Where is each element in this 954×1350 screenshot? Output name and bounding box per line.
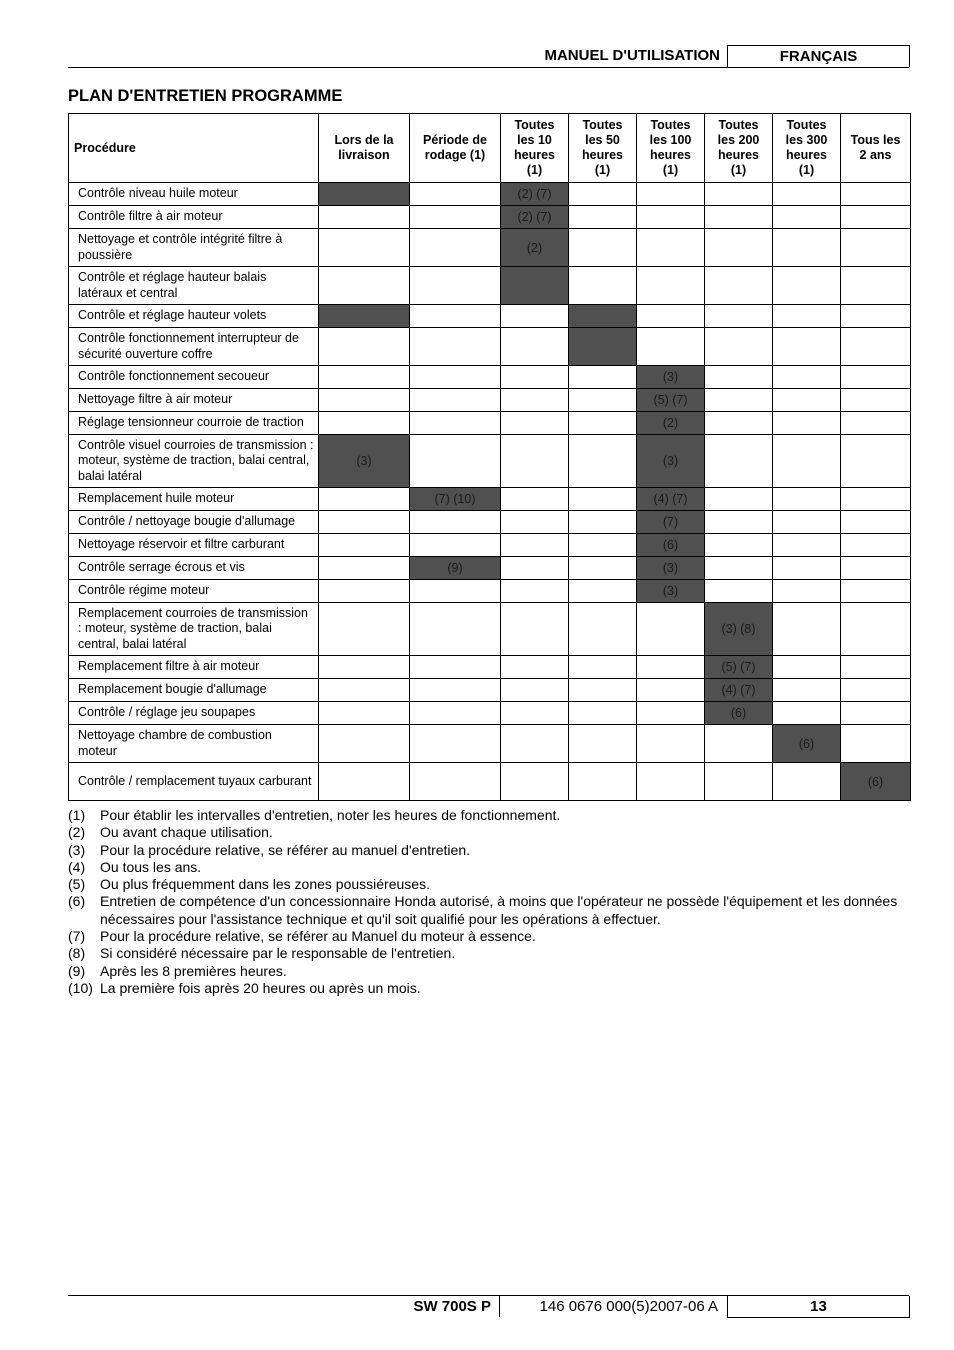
empty-cell xyxy=(501,412,569,435)
empty-cell xyxy=(319,534,410,557)
empty-cell xyxy=(569,229,637,267)
table-row xyxy=(69,229,911,267)
footnotes xyxy=(68,807,910,997)
empty-cell xyxy=(410,656,501,679)
table-row xyxy=(69,183,911,206)
section-title: PLAN D'ENTRETIEN PROGRAMME xyxy=(68,87,343,105)
footnote-item xyxy=(68,980,910,997)
empty-cell xyxy=(410,183,501,206)
empty-cell xyxy=(569,679,637,702)
empty-cell xyxy=(637,702,705,725)
empty-cell xyxy=(773,679,841,702)
empty-cell xyxy=(569,702,637,725)
scheduled-cell: (9) xyxy=(410,557,501,580)
footnote-item xyxy=(68,876,910,893)
empty-cell xyxy=(319,656,410,679)
empty-cell xyxy=(705,511,773,534)
empty-cell xyxy=(841,725,911,763)
procedure-cell: Contrôle fonctionnement interrupteur de sécurité ouverture coffre xyxy=(69,328,319,366)
empty-cell xyxy=(841,580,911,603)
empty-cell xyxy=(569,534,637,557)
empty-cell xyxy=(569,366,637,389)
empty-cell xyxy=(705,763,773,801)
document-code: 146 0676 000(5)2007-06 A xyxy=(539,1298,718,1315)
table-body xyxy=(69,183,911,801)
empty-cell xyxy=(569,267,637,305)
col-header-procedure: Procédure xyxy=(69,114,319,183)
col-header-running-in: Période de rodage (1) xyxy=(410,114,501,183)
empty-cell xyxy=(319,580,410,603)
empty-cell xyxy=(569,725,637,763)
empty-cell xyxy=(705,183,773,206)
procedure-cell: Nettoyage réservoir et filtre carburant xyxy=(69,534,319,557)
empty-cell xyxy=(410,305,501,328)
procedure-cell: Contrôle régime moteur xyxy=(69,580,319,603)
empty-cell xyxy=(410,534,501,557)
empty-cell xyxy=(637,603,705,656)
empty-cell xyxy=(841,656,911,679)
empty-cell xyxy=(319,328,410,366)
empty-cell xyxy=(501,763,569,801)
empty-cell xyxy=(410,763,501,801)
footnote-text: Ou tous les ans. xyxy=(100,858,202,875)
scheduled-cell: (2) (7) xyxy=(501,206,569,229)
empty-cell xyxy=(410,328,501,366)
table-row xyxy=(69,534,911,557)
scheduled-cell: (5) (7) xyxy=(705,656,773,679)
empty-cell xyxy=(501,656,569,679)
footnote-item xyxy=(68,859,910,876)
procedure-cell: Remplacement huile moteur xyxy=(69,488,319,511)
empty-cell xyxy=(319,366,410,389)
empty-cell xyxy=(319,557,410,580)
footnote-item xyxy=(68,824,910,841)
empty-cell xyxy=(501,328,569,366)
procedure-cell: Contrôle / réglage jeu soupapes xyxy=(69,702,319,725)
empty-cell xyxy=(705,305,773,328)
empty-cell xyxy=(569,488,637,511)
empty-cell xyxy=(705,557,773,580)
procedure-cell: Réglage tensionneur courroie de traction xyxy=(69,412,319,435)
scheduled-cell: (3) xyxy=(637,435,705,488)
empty-cell xyxy=(410,725,501,763)
empty-cell xyxy=(705,435,773,488)
empty-cell xyxy=(410,267,501,305)
empty-cell xyxy=(501,679,569,702)
empty-cell xyxy=(841,702,911,725)
empty-cell xyxy=(841,679,911,702)
empty-cell xyxy=(501,702,569,725)
empty-cell xyxy=(319,763,410,801)
footnote-number: (10) xyxy=(68,979,93,996)
scheduled-cell: (2) xyxy=(501,229,569,267)
procedure-cell: Nettoyage filtre à air moteur xyxy=(69,389,319,412)
empty-cell xyxy=(773,229,841,267)
footnote-number: (5) xyxy=(68,876,86,893)
footnote-item xyxy=(68,945,910,962)
empty-cell xyxy=(841,229,911,267)
scheduled-cell: (3) (8) xyxy=(705,603,773,656)
empty-cell xyxy=(705,580,773,603)
empty-cell xyxy=(637,183,705,206)
table-row xyxy=(69,488,911,511)
col-header-50h: Toutes les 50 heures (1) xyxy=(569,114,637,183)
scheduled-cell: (3) xyxy=(637,366,705,389)
table-row xyxy=(69,511,911,534)
footnote-item xyxy=(68,842,910,859)
scheduled-cell: (2) xyxy=(637,412,705,435)
empty-cell xyxy=(773,580,841,603)
table-row xyxy=(69,412,911,435)
table-row xyxy=(69,305,911,328)
procedure-cell: Contrôle fonctionnement secoueur xyxy=(69,366,319,389)
empty-cell xyxy=(773,305,841,328)
table-row xyxy=(69,679,911,702)
scheduled-cell xyxy=(501,267,569,305)
empty-cell xyxy=(705,267,773,305)
procedure-cell: Contrôle / nettoyage bougie d'allumage xyxy=(69,511,319,534)
empty-cell xyxy=(773,366,841,389)
footnote-text: Après les 8 premières heures. xyxy=(100,962,287,979)
table-row xyxy=(69,725,911,763)
col-header-100h: Toutes les 100 heures (1) xyxy=(637,114,705,183)
footnote-number: (3) xyxy=(68,841,86,858)
empty-cell xyxy=(501,580,569,603)
empty-cell xyxy=(569,183,637,206)
table-row xyxy=(69,206,911,229)
empty-cell xyxy=(569,763,637,801)
empty-cell xyxy=(319,725,410,763)
empty-cell xyxy=(569,389,637,412)
empty-cell xyxy=(319,511,410,534)
table-row xyxy=(69,366,911,389)
footnote-number: (2) xyxy=(68,824,86,841)
empty-cell xyxy=(841,328,911,366)
empty-cell xyxy=(319,389,410,412)
empty-cell xyxy=(773,557,841,580)
empty-cell xyxy=(841,534,911,557)
empty-cell xyxy=(637,763,705,801)
empty-cell xyxy=(841,183,911,206)
empty-cell xyxy=(319,267,410,305)
table-row xyxy=(69,580,911,603)
procedure-cell: Nettoyage et contrôle intégrité filtre à poussière xyxy=(69,229,319,267)
empty-cell xyxy=(705,328,773,366)
empty-cell xyxy=(705,366,773,389)
empty-cell xyxy=(410,412,501,435)
scheduled-cell xyxy=(319,305,410,328)
footnote-item xyxy=(68,928,910,945)
empty-cell xyxy=(410,389,501,412)
empty-cell xyxy=(841,557,911,580)
scheduled-cell: (3) xyxy=(637,557,705,580)
empty-cell xyxy=(841,412,911,435)
footnote-text: Pour la procédure relative, se référer au manuel d'entretien. xyxy=(100,841,470,858)
footnote-item xyxy=(68,963,910,980)
maintenance-table xyxy=(68,113,911,801)
empty-cell xyxy=(637,725,705,763)
table-row xyxy=(69,328,911,366)
empty-cell xyxy=(841,488,911,511)
scheduled-cell: (6) xyxy=(637,534,705,557)
table-header-row xyxy=(69,114,911,183)
scheduled-cell xyxy=(569,328,637,366)
empty-cell xyxy=(773,267,841,305)
procedure-cell: Contrôle et réglage hauteur balais latéraux et central xyxy=(69,267,319,305)
empty-cell xyxy=(705,488,773,511)
empty-cell xyxy=(637,267,705,305)
procedure-cell: Contrôle et réglage hauteur volets xyxy=(69,305,319,328)
col-header-delivery: Lors de la livraison xyxy=(319,114,410,183)
empty-cell xyxy=(501,435,569,488)
footnote-item xyxy=(68,807,910,824)
scheduled-cell: (6) xyxy=(841,763,911,801)
empty-cell xyxy=(637,656,705,679)
empty-cell xyxy=(410,580,501,603)
footnote-item xyxy=(68,893,910,928)
table-row xyxy=(69,267,911,305)
empty-cell xyxy=(637,229,705,267)
language-label: FRANÇAIS xyxy=(727,45,910,67)
empty-cell xyxy=(501,389,569,412)
empty-cell xyxy=(773,389,841,412)
empty-cell xyxy=(501,488,569,511)
empty-cell xyxy=(841,511,911,534)
empty-cell xyxy=(319,412,410,435)
empty-cell xyxy=(773,206,841,229)
empty-cell xyxy=(319,603,410,656)
footnote-text: La première fois après 20 heures ou après un mois. xyxy=(100,979,421,996)
empty-cell xyxy=(501,603,569,656)
empty-cell xyxy=(319,229,410,267)
procedure-cell: Contrôle visuel courroies de transmission : moteur, système de traction, balai central, balai latéral xyxy=(69,435,319,488)
table-row xyxy=(69,702,911,725)
scheduled-cell: (7) (10) xyxy=(410,488,501,511)
procedure-cell: Remplacement bougie d'allumage xyxy=(69,679,319,702)
empty-cell xyxy=(569,435,637,488)
empty-cell xyxy=(841,267,911,305)
empty-cell xyxy=(705,389,773,412)
empty-cell xyxy=(501,511,569,534)
scheduled-cell: (2) (7) xyxy=(501,183,569,206)
empty-cell xyxy=(410,702,501,725)
empty-cell xyxy=(410,511,501,534)
empty-cell xyxy=(569,557,637,580)
col-header-300h: Toutes les 300 heures (1) xyxy=(773,114,841,183)
table-row xyxy=(69,603,911,656)
footnote-text: Pour établir les intervalles d'entretien, noter les heures de fonctionnement. xyxy=(100,807,561,823)
empty-cell xyxy=(773,488,841,511)
col-header-10h: Toutes les 10 heures (1) xyxy=(501,114,569,183)
table-row xyxy=(69,557,911,580)
empty-cell xyxy=(410,679,501,702)
empty-cell xyxy=(841,435,911,488)
table-row xyxy=(69,763,911,801)
empty-cell xyxy=(705,412,773,435)
scheduled-cell: (5) (7) xyxy=(637,389,705,412)
footnote-number: (8) xyxy=(68,945,86,962)
empty-cell xyxy=(773,412,841,435)
empty-cell xyxy=(501,305,569,328)
empty-cell xyxy=(841,366,911,389)
empty-cell xyxy=(410,206,501,229)
empty-cell xyxy=(841,603,911,656)
empty-cell xyxy=(637,328,705,366)
empty-cell xyxy=(637,206,705,229)
scheduled-cell: (6) xyxy=(705,702,773,725)
procedure-cell: Contrôle serrage écrous et vis xyxy=(69,557,319,580)
empty-cell xyxy=(841,206,911,229)
empty-cell xyxy=(773,763,841,801)
empty-cell xyxy=(705,229,773,267)
empty-cell xyxy=(569,603,637,656)
model-name: SW 700S P xyxy=(413,1298,491,1315)
empty-cell xyxy=(410,366,501,389)
footnote-text: Entretien de compétence d'un concessionnaire Honda autorisé, à moins que l'opérateur ne possède l'équipement et les données nécessaires pour l'assistance technique et qu'il soit qualifié pour les opérations à effectuer. xyxy=(100,893,898,927)
table-row xyxy=(69,656,911,679)
header-divider xyxy=(68,67,909,68)
empty-cell xyxy=(501,725,569,763)
procedure-cell: Remplacement courroies de transmission : moteur, système de traction, balai central, balai latéral xyxy=(69,603,319,656)
empty-cell xyxy=(773,511,841,534)
empty-cell xyxy=(319,702,410,725)
footnote-number: (4) xyxy=(68,858,86,875)
footnote-number: (1) xyxy=(68,807,86,823)
footnote-text: Pour la procédure relative, se référer au Manuel du moteur à essence. xyxy=(100,928,536,945)
scheduled-cell: (3) xyxy=(637,580,705,603)
manual-title: MANUEL D'UTILISATION xyxy=(544,47,720,64)
empty-cell xyxy=(410,435,501,488)
scheduled-cell: (4) (7) xyxy=(705,679,773,702)
empty-cell xyxy=(501,534,569,557)
empty-cell xyxy=(501,366,569,389)
scheduled-cell: (4) (7) xyxy=(637,488,705,511)
empty-cell xyxy=(773,328,841,366)
procedure-cell: Remplacement filtre à air moteur xyxy=(69,656,319,679)
col-header-2-years: Tous les 2 ans xyxy=(841,114,911,183)
footnote-text: Si considéré nécessaire par le responsable de l'entretien. xyxy=(100,945,456,962)
empty-cell xyxy=(569,412,637,435)
empty-cell xyxy=(705,206,773,229)
table-row xyxy=(69,389,911,412)
scheduled-cell: (3) xyxy=(319,435,410,488)
empty-cell xyxy=(773,603,841,656)
empty-cell xyxy=(569,511,637,534)
scheduled-cell: (6) xyxy=(773,725,841,763)
empty-cell xyxy=(773,435,841,488)
footnote-number: (9) xyxy=(68,962,86,979)
empty-cell xyxy=(569,206,637,229)
empty-cell xyxy=(637,679,705,702)
empty-cell xyxy=(773,534,841,557)
empty-cell xyxy=(705,725,773,763)
footnote-number: (7) xyxy=(68,928,86,945)
empty-cell xyxy=(319,488,410,511)
footnote-number: (6) xyxy=(68,893,86,910)
page-number: 13 xyxy=(727,1296,910,1318)
scheduled-cell: (7) xyxy=(637,511,705,534)
empty-cell xyxy=(319,206,410,229)
empty-cell xyxy=(501,557,569,580)
empty-cell xyxy=(410,603,501,656)
footnote-text: Ou avant chaque utilisation. xyxy=(100,824,273,841)
procedure-cell: Contrôle filtre à air moteur xyxy=(69,206,319,229)
scheduled-cell xyxy=(319,183,410,206)
footnote-text: Ou plus fréquemment dans les zones poussiéreuses. xyxy=(100,876,430,893)
table-row xyxy=(69,435,911,488)
empty-cell xyxy=(841,389,911,412)
scheduled-cell xyxy=(569,305,637,328)
empty-cell xyxy=(773,183,841,206)
empty-cell xyxy=(410,229,501,267)
empty-cell xyxy=(773,702,841,725)
procedure-cell: Contrôle / remplacement tuyaux carburant xyxy=(69,763,319,801)
empty-cell xyxy=(569,656,637,679)
empty-cell xyxy=(705,534,773,557)
empty-cell xyxy=(637,305,705,328)
empty-cell xyxy=(773,656,841,679)
procedure-cell: Contrôle niveau huile moteur xyxy=(69,183,319,206)
empty-cell xyxy=(841,305,911,328)
procedure-cell: Nettoyage chambre de combustion moteur xyxy=(69,725,319,763)
empty-cell xyxy=(569,580,637,603)
col-header-200h: Toutes les 200 heures (1) xyxy=(705,114,773,183)
empty-cell xyxy=(319,679,410,702)
